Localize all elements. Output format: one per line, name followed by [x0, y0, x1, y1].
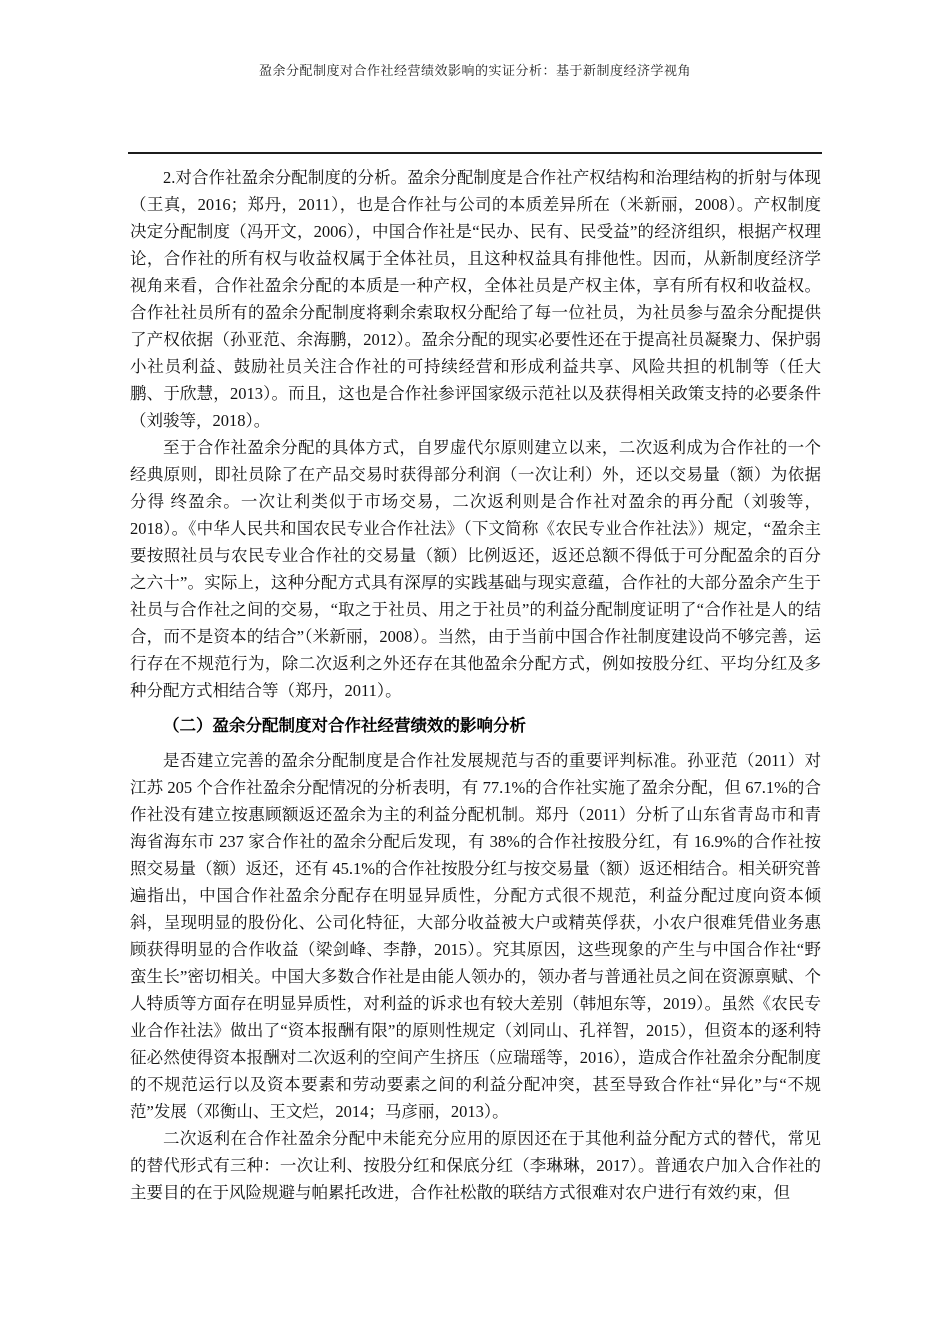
section-heading: （二）盈余分配制度对合作社经营绩效的影响分析 [163, 717, 526, 735]
paragraph-distribution-system-analysis: 2.对合作社盈余分配制度的分析。盈余分配制度是合作社产权结构和治理结构的折射与体现（王真，2016；郑丹，2011），也是合作社与公司的本质差异所在（米新丽，2008）。产权制度决定分配制度（冯开文，2006），中国合作社是“民办、民有、民受益”的经济组织，根据产权理论，合作社的所有权与收益权属于全体社员，且这种权益具有排他性。因而，从新制度经济学视角来看，合作社盈余分配的本质是一种产权，全体社员是产权主体，享有所有权和收益权。合作社社员所有的盈余分配制度将剩余索取权分配给了每一位社员，为社员参与盈余分配提供了产权依据（孙亚范、余海鹏，2012）。盈余分配的现实必要性还在于提高社员凝聚力、保护弱小社员利益、鼓励社员关注合作社的可持续经营和形成利益共享、风险共担的机制等（任大鹏、于欣慧，2013）。而且，这也是合作社参评国家级示范社以及获得相关政策支持的必要条件（刘骏等，2018）。 [130, 168, 821, 430]
header-divider [128, 152, 822, 154]
paragraph-impact-analysis: 是否建立完善的盈余分配制度是合作社发展规范与否的重要评判标准。孙亚范（2011）对江苏 205 个合作社盈余分配情况的分析表明，有 77.1%的合作社实施了盈余分配，但 67.1%的合作社没有建立按惠顾额返还盈余为主的利益分配机制。郑丹（2011）分析了山东省青岛市和青海省海东市 237 家合作社的盈余分配后发现，有 38%的合作社按股分红，有 16.9%的合作社按照交易量（额）返还，还有 45.1%的合作社按股分红与按交易量（额）返还相结合。相关研究普遍指出，中国合作社盈余分配存在明显异质性，分配方式很不规范，利益分配过度向资本倾斜，呈现明显的股份化、公司化特征，大部分收益被大户或精英俘获，小农户很难凭借业务惠顾获得明显的合作收益（梁剑峰、李静，2015）。究其原因，这些现象的产生与中国合作社“野蛮生长”密切相关。中国大多数合作社是由能人领办的，领办者与普通社员之间在资源禀赋、个人特质等方面存在明显异质性，对利益的诉求也有较大差别（韩旭东等，2019）。虽然《农民专业合作社法》做出了“资本报酬有限”的原则性规定（刘同山、孔祥智，2015），但资本的逐利特征必然使得资本报酬对二次返利的空间产生挤压（应瑞瑶等，2016），造成合作社盈余分配制度的不规范运行以及资本要素和劳动要素之间的利益分配冲突，甚至导致合作社“异化”与“不规范”发展（邓衡山、王文烂，2014；马彦丽，2013）。 [130, 751, 821, 1121]
document-body [130, 164, 821, 1206]
page-header-title: 盈余分配制度对合作社经营绩效影响的实证分析：基于新制度经济学视角 [258, 63, 691, 78]
paragraph-substitute-forms: 二次返利在合作社盈余分配中未能充分应用的原因还在于其他利益分配方式的替代，常见的替代形式有三种：一次让利、按股分红和保底分红（李琳琳，2017）。普通农户加入合作社的主要目的在于风险规避与帕累托改进，合作社松散的联结方式很难对农户进行有效约束，但 [130, 1129, 821, 1202]
paragraph-distribution-methods: 至于合作社盈余分配的具体方式，自罗虚代尔原则建立以来，二次返利成为合作社的一个经典原则，即社员除了在产品交易时获得部分利润（一次让利）外，还以交易量（额）为依据分得 终盈余。一次让利类似于市场交易，二次返利则是合作社对盈余的再分配（刘骏等，2018）。《中华人民共和国农民专业合作社法》（下文简称《农民专业合作社法》）规定，“盈余主要按照社员与农民专业合作社的交易量（额）比例返还，返还总额不得低于可分配盈余的百分之六十”。实际上，这种分配方式具有深厚的实践基础与现实意蕴，合作社的大部分盈余产生于社员与合作社之间的交易，“取之于社员、用之于社员”的利益分配制度证明了“合作社是人的结合，而不是资本的结合”（米新丽，2008）。当然，由于当前中国合作社制度建设尚不够完善，运行存在不规范行为，除二次返利之外还存在其他盈余分配方式，例如按股分红、平均分红及多种分配方式相结合等（郑丹，2011）。 [130, 438, 821, 700]
